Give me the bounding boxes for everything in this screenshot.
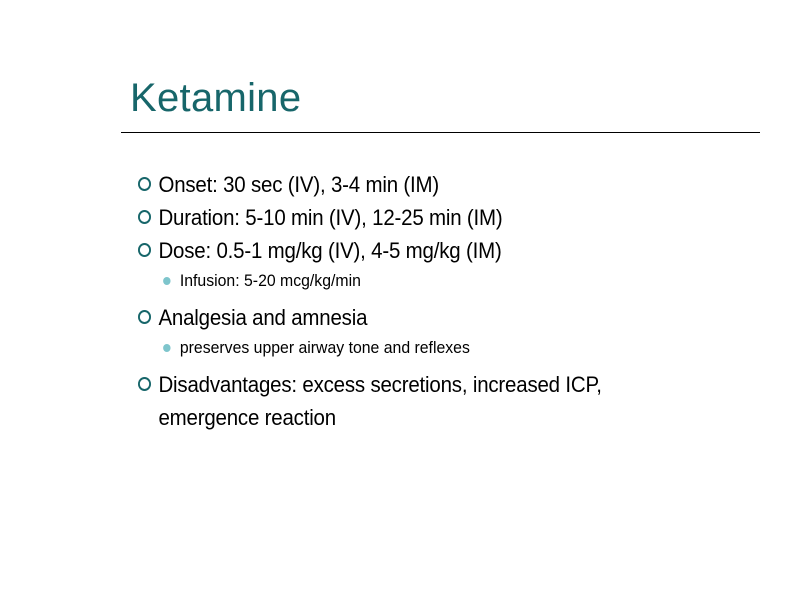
sub-bullet-item-infusion — [138, 268, 738, 294]
bullet-text: Analgesia and amnesia — [158, 305, 368, 330]
sub-bullet-item-airway — [138, 335, 738, 361]
filled-dot-bullet-icon — [163, 344, 170, 352]
hollow-circle-bullet-icon — [138, 243, 151, 257]
bullet-item-analgesia — [138, 301, 735, 334]
bullet-item-dose — [138, 234, 735, 267]
bullet-item-onset — [138, 168, 735, 201]
bullet-item-disadvantages — [138, 368, 735, 434]
hollow-circle-bullet-icon — [138, 210, 151, 224]
hollow-circle-bullet-icon — [138, 377, 151, 391]
hollow-circle-bullet-icon — [138, 310, 151, 324]
bullet-text-line-1: Disadvantages: excess secretions, increased ICP, — [158, 372, 602, 397]
bullet-item-duration — [138, 201, 735, 234]
sub-bullet-text: preserves upper airway tone and reflexes — [179, 338, 470, 357]
slide-title: Ketamine — [130, 76, 302, 120]
hollow-circle-bullet-icon — [138, 177, 151, 191]
filled-dot-bullet-icon — [163, 277, 170, 285]
bullet-text: Duration: 5-10 min (IV), 12-25 min (IM) — [158, 205, 503, 230]
title-divider — [121, 132, 760, 133]
bullet-text: Dose: 0.5-1 mg/kg (IV), 4-5 mg/kg (IM) — [158, 238, 502, 263]
bullet-text-line-2: emergence reaction — [158, 405, 336, 430]
bullet-list — [138, 168, 718, 434]
bullet-text: Onset: 30 sec (IV), 3-4 min (IM) — [158, 172, 440, 197]
sub-bullet-text: Infusion: 5-20 mcg/kg/min — [179, 271, 361, 290]
